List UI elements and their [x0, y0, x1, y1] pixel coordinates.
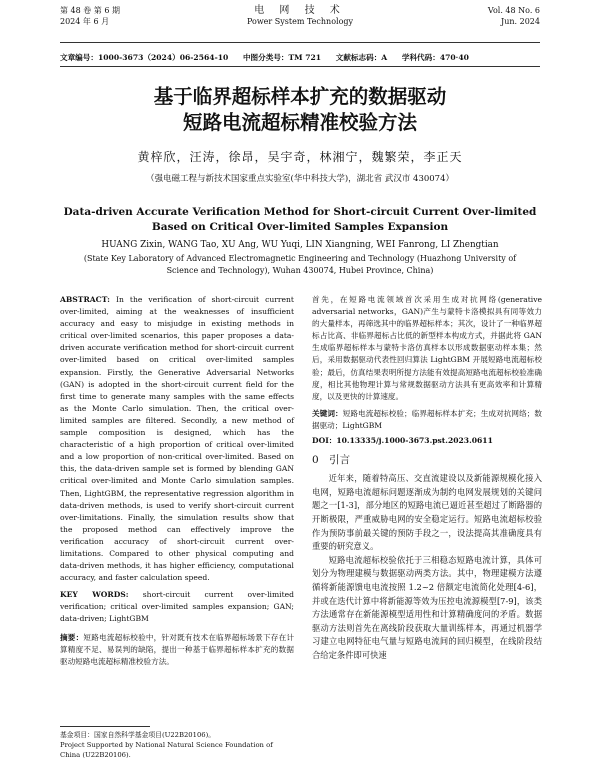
meta-rule — [60, 66, 540, 67]
journal-name-en: Power System Technology — [246, 16, 354, 26]
abstract-text: In the verification of short-circuit current over-limited, aiming at the weaknesses of insufficient accuracy and easy to misjudge in existing methods in critical over-limited scenarios, this paper proposes a data-driven accurate verification method for short-circuit current over-limited based on critical over-limited samples expansion. Firstly, the Generative Adversarial Networks (GAN) is adopted in the short-circuit current field for the first time to generate many samples with the same effects as the Monte Carlo simulation. Then, the critical over-limited samples are filtered. Secondly, a new method of sample composition is designed, which has the characteristic of a high proportion of critical over-limited and a low proportion of non-critical over-limited. Based on this, the data-driven sample set is formed by blending GAN critical over-limited and Monte Carlo simulation samples. Then, LightGBM, the representative regression algorithm in data-driven methods, is used to verify short-circuit current over-limitations. Finally, the simulation results show that the proposed method can effectively improve the verification accuracy of short-circuit current over-limitations. Compared to other physical computing and data-driven methods, it has higher efficiency, computational accuracy, and faster calculation speed. — [60, 295, 294, 583]
issue-date-cn: 2024 年 6 月 — [60, 16, 110, 26]
document-code: 文献标志码：A — [335, 53, 388, 62]
keywords-label: KEY WORDS: — [60, 590, 129, 600]
article-meta — [60, 52, 540, 63]
affiliation-en — [60, 253, 540, 276]
running-header — [60, 6, 540, 40]
footnote-rule — [60, 726, 150, 727]
funding-label: 基金项目： — [60, 731, 94, 739]
affiliation-en-line-1: (State Key Laboratory of Advanced Electromagnetic Engineering and Technology (Huazhong University of — [83, 254, 517, 263]
title-en-line-1: Data-driven Accurate Verification Method for Short-circuit Current Over-limited — [63, 206, 537, 218]
volume-issue-en: Vol. 48 No. 6 — [487, 6, 540, 15]
affiliation-en-line-2: Science and Technology), Wuhan 430074, Hubei Province, China) — [166, 265, 434, 275]
clc-number: 中图分类号：TM 721 — [242, 53, 322, 62]
abstract-cn-label: 摘要： — [60, 632, 84, 642]
header-right — [488, 6, 540, 27]
funding-en: Project Supported by National Natural Science Foundation of China (U22B20106). — [60, 741, 273, 759]
abstract-cn-start — [60, 632, 294, 668]
volume-issue: 第 48 卷 第 6 期 — [60, 6, 120, 15]
authors-en: HUANG Zixin, WANG Tao, XU Ang, WU Yuqi, LIN Xiangning, WEI Fanrong, LI Zhengtian — [101, 240, 499, 250]
issue-date-en: Jun. 2024 — [501, 16, 540, 26]
keywords-en — [60, 589, 294, 625]
title-en-line-2: Based on Critical Over-limited Samples Expansion — [151, 221, 449, 233]
header-rule — [60, 42, 540, 43]
doi — [312, 435, 542, 447]
article-number: 文章编号：1000-3673（2024）06-2564-10 — [60, 53, 229, 62]
affiliation-cn: （强电磁工程与新技术国家重点实验室(华中科技大学)，湖北省 武汉市 430074） — [146, 174, 454, 184]
abstract-en — [60, 294, 294, 584]
abstract-cn-continued: 首先，在短路电流领域首次采用生成对抗网络(generative adversarial networks，GAN)产生与蒙特卡洛模拟具有同等效力的大量样本，再筛选其中的临界超标样本；其次，设计了一种临界超标占比高、非临界超标占比低的新型样本构成方式，并据此将 GAN 生成临界超标样本与蒙特卡洛仿真样本以形成数据驱动样本集；然后，采用数据驱动代表性回归算法 LightGBM 开展短路电流超标校验；最后，仿真结果表明所提方法能有效提高短路电流超标校验准确度，相比其他物理计算与常规数据驱动方法具有更高效率和计算精度，以及更快的计算速度。 — [312, 295, 542, 401]
title-en — [60, 205, 540, 235]
title-cn-line-1: 基于临界超标样本扩充的数据驱动 — [153, 85, 447, 108]
funding-footnote — [60, 730, 294, 760]
intro-paragraph-1: 近年来，随着特高压、交直流建设以及新能源规模化接入电网，短路电流超标问题逐渐成为制约电网发展规划的关键问题之一[1-3]，部分地区的短路电流已逼近甚至超过了断路器的开断极限，严重威胁电网的安全稳定运行。短路电流超标校验作为预防事前最关键的预防手段之一，设法提高其准确度具有重要的研究意义。 — [312, 473, 542, 552]
left-column — [60, 294, 294, 668]
doi-label: DOI： — [312, 436, 337, 446]
keywords-text: short-circuit current over-limited verification; critical over-limited samples expansion; GAN; data-driven; LightGBM — [60, 590, 295, 624]
keywords-cn-label: 关键词： — [312, 408, 343, 418]
header-center — [60, 6, 540, 27]
journal-name-cn: 电 网 技 术 — [254, 5, 346, 16]
keywords-cn-text: 短路电流超标校验；临界超标样本扩充；生成对抗网络；数据驱动；LightGBM — [312, 408, 543, 430]
authors-cn: 黄梓欣，汪涛，徐昂，吴宇奇，林湘宁，魏繁荣，李正天 — [137, 150, 463, 164]
abstract-label: ABSTRACT: — [60, 295, 110, 304]
section-heading-introduction: 0 引言 — [312, 454, 351, 467]
title-cn — [60, 84, 540, 136]
title-cn-line-2: 短路电流超标精准校验方法 — [182, 111, 417, 134]
funding-cn-text: 国家自然科学基金项目(U22B20106)。 — [93, 731, 216, 739]
abstract-cn-text-left: 短路电流超标校验中，针对既有技术在临界超标场景下存在计算精度不足、易误判的缺陷，提出一种基于临界超标样本扩充的数据驱动短路电流超标精准校验方法。 — [60, 632, 294, 666]
right-column — [312, 294, 542, 663]
discipline-code: 学科代码：470·40 — [401, 53, 469, 62]
funding-cn — [60, 730, 294, 740]
intro-paragraph-2: 短路电流超标校验依托于三相稳态短路电流计算，具体可划分为物理建模与数据驱动两类方法。其中，物理建模方法遵循将新能源馈电电流按照 1.2~2 倍额定电流简化处理[4-6]，并或在迭代计算中将新能源等效为压控电流源模型[7-9]，该类方法通常存在新能源模型适用性和计算精确度问的矛盾。数据驱动方法则首先在离线阶段获取大量训练样本，再通过机器学习建立电网特征电气量与短路电流间的回归模型，在线阶段结合给定条件即可快速 — [312, 554, 542, 660]
doi-value: 10.13335/j.1000-3673.pst.2023.0611 — [336, 436, 493, 446]
keywords-cn — [312, 408, 542, 432]
